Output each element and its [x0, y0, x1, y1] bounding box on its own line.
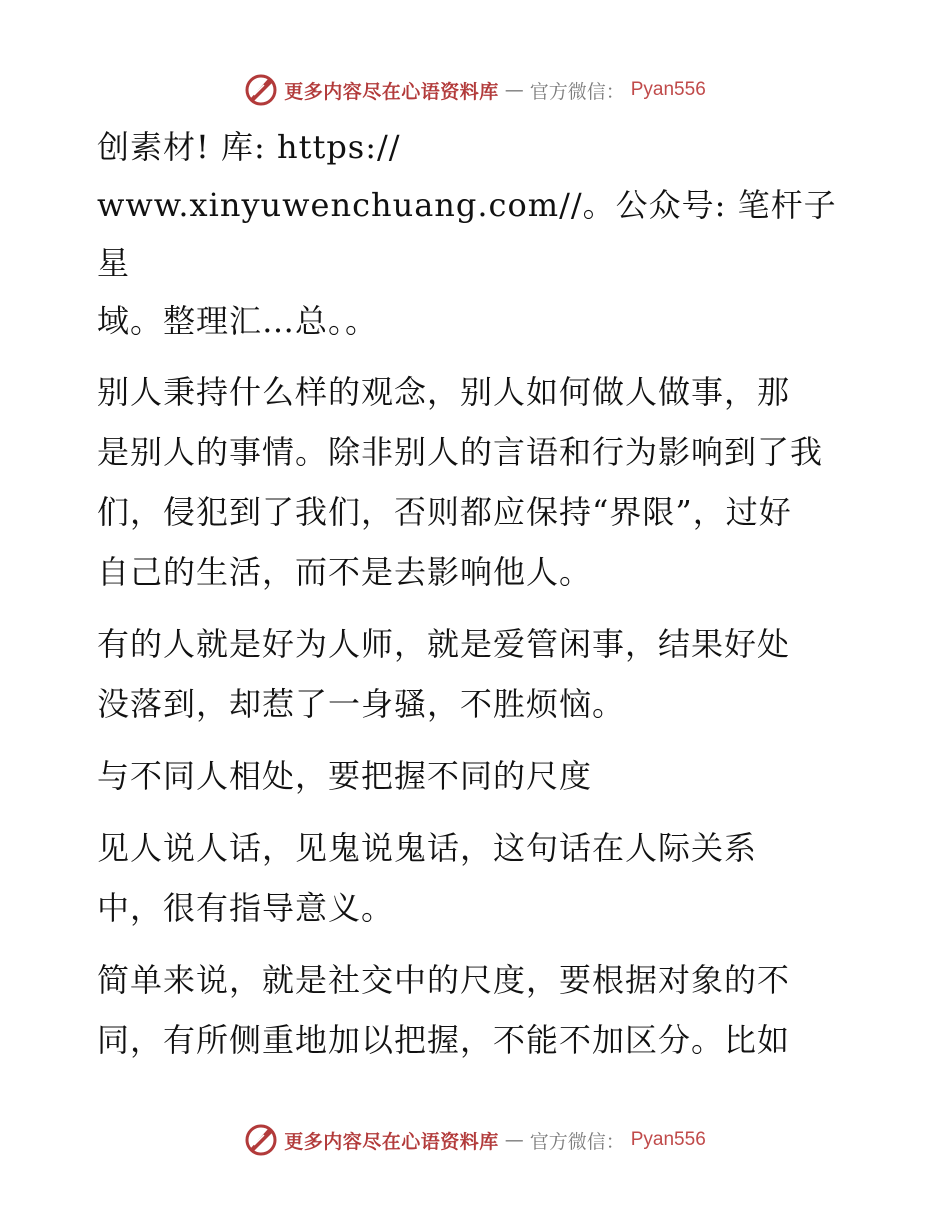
watermark-wechat-id: Pyan556 [630, 1129, 706, 1150]
feather-pen-logo-icon [244, 73, 278, 107]
watermark-wechat-label: 官方微信： [529, 80, 625, 103]
header-watermark-banner [0, 70, 950, 110]
paragraph-busybody: 有的人就是好为人师，就是爱管闲事，结果好处 没落到，却惹了一身骚，不胜烦恼。 [97, 625, 791, 723]
document-body [97, 118, 857, 1082]
paragraph-boundaries: 别人秉持什么样的观念，别人如何做人做事，那 是别人的事情。除非别人的言语和行为影响到了我 们，侵犯到了我们，否则都应保持“界限”，过好 自己的生活，而不是去影响他人。 [97, 373, 824, 591]
watermark-wechat-id: Pyan556 [630, 79, 706, 100]
watermark-dash: — [504, 79, 524, 101]
watermark-main-text: 更多内容尽在心语资料库 [284, 80, 499, 103]
section-heading-measure: 与不同人相处，要把握不同的尺度 [97, 757, 593, 795]
watermark-main-text: 更多内容尽在心语资料库 [284, 1130, 499, 1153]
feather-pen-logo-icon [244, 1123, 278, 1157]
watermark-dash: — [504, 1129, 524, 1151]
watermark-wechat-label: 官方微信： [529, 1130, 625, 1153]
footer-watermark-banner [0, 1120, 950, 1160]
paragraph-source-note: 创素材! 库: https:// www.xinyuwenchuang.com//。公众号: 笔杆子星 域。整理汇…总。。 [97, 128, 837, 340]
paragraph-proverb: 见人说人话，见鬼说鬼话，这句话在人际关系 中，很有指导意义。 [97, 829, 758, 927]
paragraph-social-measure: 简单来说，就是社交中的尺度，要根据对象的不 同，有所侧重地加以把握，不能不加区分。比如 [97, 961, 791, 1059]
